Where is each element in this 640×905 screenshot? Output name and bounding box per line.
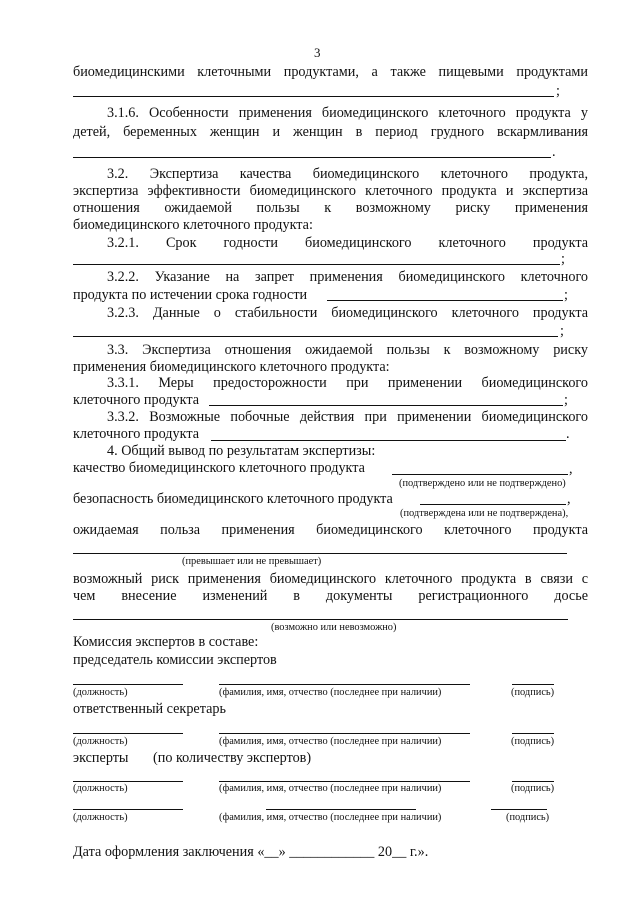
text-line: чем внесение изменений в документы регистрационного досье [73, 588, 588, 604]
section-4: 4. Общий вывод по результатам экспертизы: [107, 443, 376, 459]
fill-line [73, 157, 551, 158]
fio-hint: (фамилия, имя, отчество (последнее при наличии) [219, 783, 442, 794]
line-end: ; [561, 251, 565, 267]
line-end: , [567, 491, 571, 507]
line-end: ; [564, 392, 568, 408]
position-line [73, 809, 183, 810]
position-line [73, 733, 183, 734]
section-3-2: 3.2. Экспертиза качества биомедицинского клеточного продукта, [107, 166, 588, 182]
signature-hint: (подпись) [511, 736, 555, 747]
fio-line [219, 733, 470, 734]
signature-hint: (подпись) [511, 687, 555, 698]
section-3-2-2: 3.2.2. Указание на запрет применения биомедицинского клеточного [107, 269, 588, 285]
commission-heading: Комиссия экспертов в составе: [73, 634, 259, 650]
text-line: биомедицинского клеточного продукта: [73, 217, 313, 233]
signature-hint: (подпись) [511, 783, 555, 794]
fill-line [73, 336, 558, 337]
section-3-2-1: 3.2.1. Срок годности биомедицинского клеточного продукта [107, 235, 588, 251]
text-line: экспертиза эффективности биомедицинского клеточного продукта и экспертиза [73, 183, 588, 199]
text-line: отношения ожидаемой пользы к возможному риску применения [73, 200, 588, 216]
page-number: 3 [314, 45, 321, 60]
signature-line [512, 781, 554, 782]
fio-line [219, 684, 470, 685]
text-line: продукта по истечении срока годности [73, 287, 308, 303]
fill-line [420, 504, 566, 505]
position-hint: (должность) [73, 736, 128, 747]
position-line [73, 684, 183, 685]
fill-line [73, 553, 567, 554]
text-line: клеточного продукта [73, 426, 199, 442]
position-line [73, 781, 183, 782]
text-line: клеточного продукта [73, 392, 199, 408]
hint-text: (превышает или не превышает) [182, 556, 322, 567]
position-hint: (должность) [73, 783, 128, 794]
secretary-label: ответственный секретарь [73, 701, 226, 717]
line-end: ; [560, 323, 564, 339]
text-line: возможный риск применения биомедицинского клеточного продукта в связи с [73, 571, 588, 587]
fill-line [73, 96, 554, 97]
fill-line [73, 264, 560, 265]
fill-line [209, 405, 563, 406]
section-3-3: 3.3. Экспертиза отношения ожидаемой пользы к возможному риску [107, 342, 588, 358]
fill-line [392, 474, 568, 475]
position-hint: (должность) [73, 812, 128, 823]
line-end: . [566, 426, 570, 442]
line-end: ; [556, 83, 560, 99]
fill-line [73, 619, 568, 620]
text-line: безопасность биомедицинского клеточного продукта [73, 491, 393, 507]
line-end: . [552, 144, 556, 160]
section-3-3-2: 3.3.2. Возможные побочные действия при применении биомедицинского [107, 409, 588, 425]
position-hint: (должность) [73, 687, 128, 698]
fill-line [211, 440, 566, 441]
fio-hint: (фамилия, имя, отчество (последнее при наличии) [219, 687, 442, 698]
text-line: применения биомедицинского клеточного продукта: [73, 359, 390, 375]
hint-text: (возможно или невозможно) [271, 622, 397, 633]
hint-text: (подтверждено или не подтверждено) [399, 478, 566, 489]
fio-line [219, 781, 470, 782]
line-end: ; [564, 287, 568, 303]
signature-hint: (подпись) [506, 812, 550, 823]
fio-line [266, 809, 416, 810]
section-3-3-1: 3.3.1. Меры предосторожности при применении биомедицинского [107, 375, 588, 391]
hint-text: (подтверждена или не подтверждена), [400, 508, 569, 519]
signature-line [512, 684, 554, 685]
text-line: качество биомедицинского клеточного продукта [73, 460, 365, 476]
text-line: биомедицинскими клеточными продуктами, а также пищевыми продуктами [73, 64, 588, 80]
line-end: , [569, 461, 573, 477]
date-line: Дата оформления заключения «__» ____________ 20__ г.». [73, 844, 429, 860]
fio-hint: (фамилия, имя, отчество (последнее при наличии) [219, 812, 442, 823]
experts-label: эксперты [73, 750, 129, 766]
text-line: детей, беременных женщин и женщин в период грудного вскармливания [73, 124, 588, 140]
text-line: ожидаемая польза применения биомедицинского клеточного продукта [73, 522, 588, 538]
fill-line [327, 300, 563, 301]
fio-hint: (фамилия, имя, отчество (последнее при наличии) [219, 736, 442, 747]
chairman-label: председатель комиссии экспертов [73, 652, 277, 668]
signature-line [512, 733, 554, 734]
signature-line [491, 809, 547, 810]
section-3-1-6: 3.1.6. Особенности применения биомедицинского клеточного продукта у [107, 105, 588, 121]
experts-count-hint: (по количеству экспертов) [153, 750, 312, 766]
section-3-2-3: 3.2.3. Данные о стабильности биомедицинского клеточного продукта [107, 305, 588, 321]
